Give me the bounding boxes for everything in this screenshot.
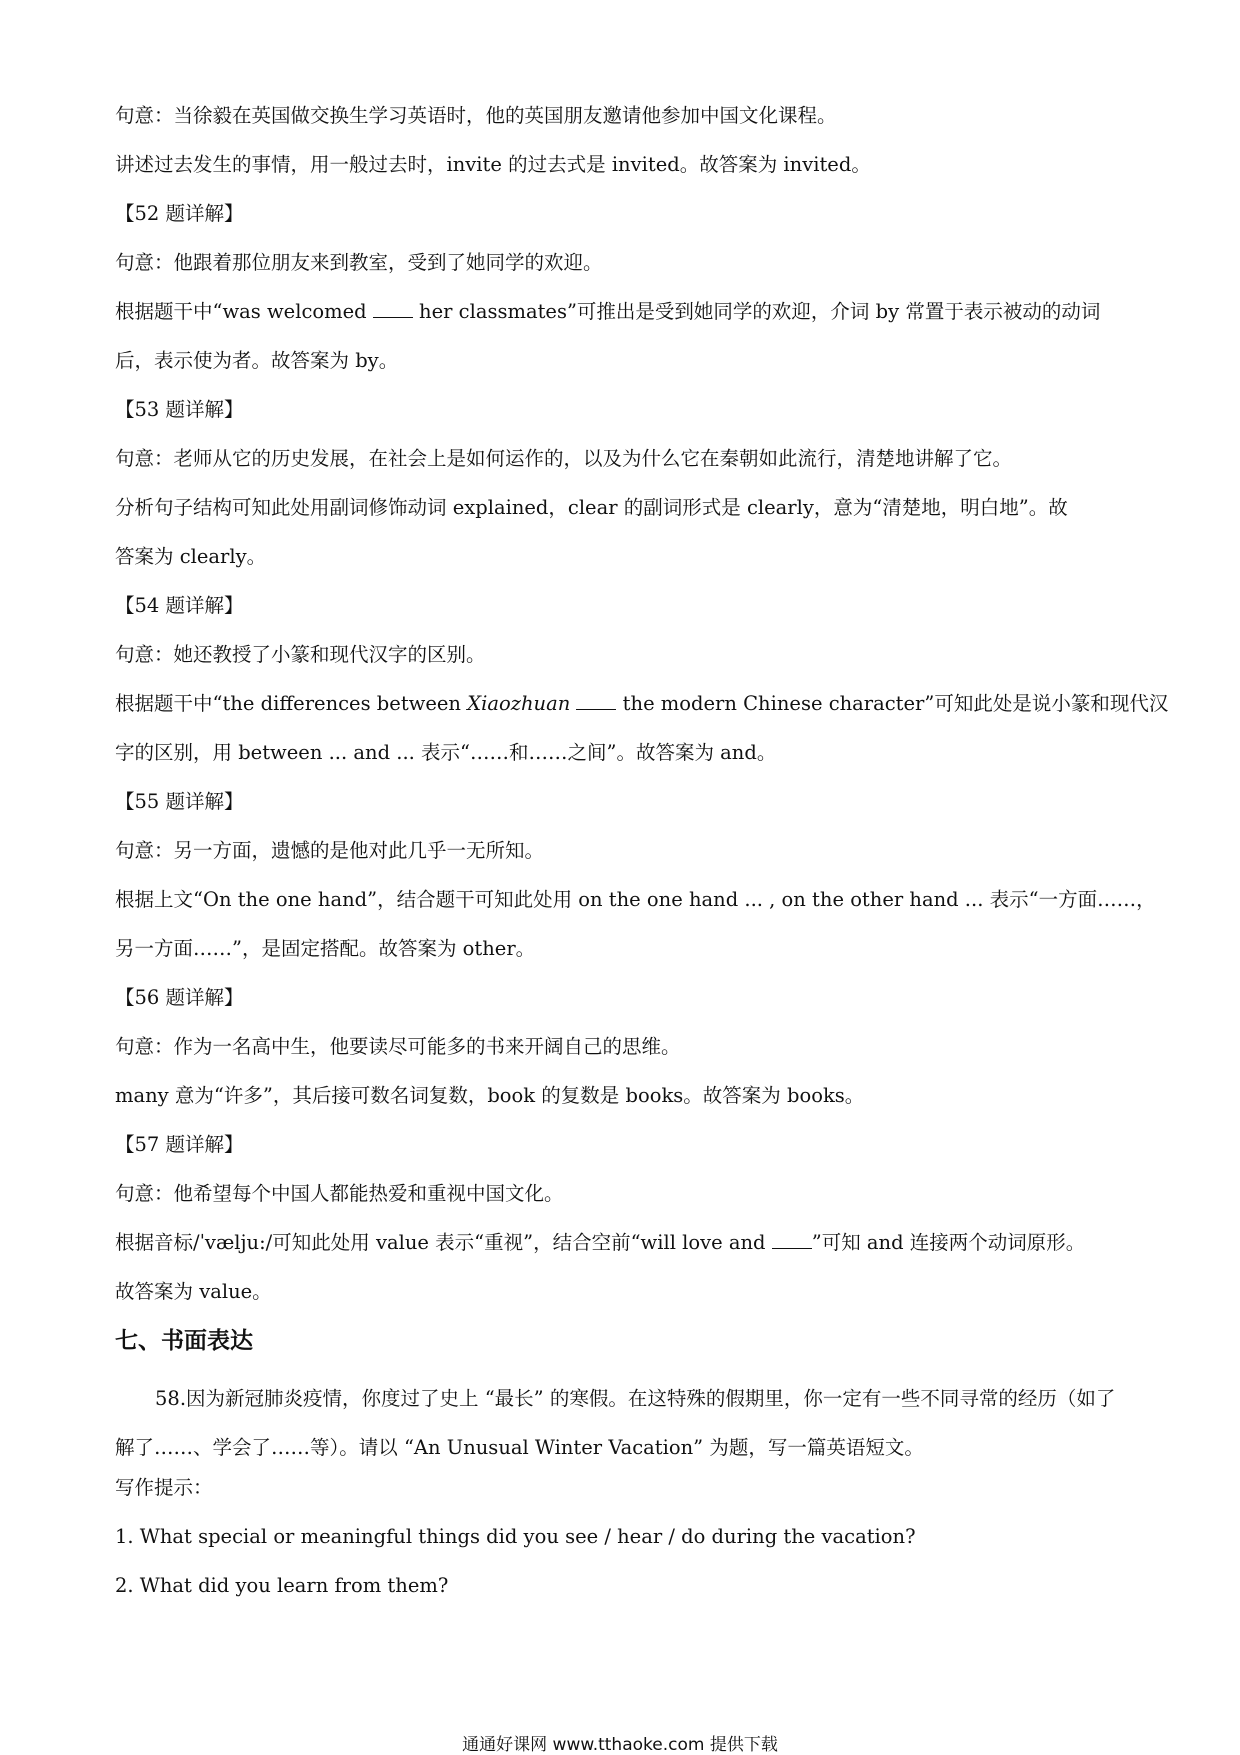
q53-title: 【53 题详解】 bbox=[115, 398, 244, 421]
answer-blank bbox=[576, 691, 616, 710]
q57-analysis-pre: 根据音标/ˈvælju:/可知此处用 value 表示“重视”，结合空前“will love and bbox=[115, 1231, 766, 1254]
q56-title: 【56 题详解】 bbox=[115, 986, 244, 1009]
q54-analysis-italic: Xiaozhuan bbox=[467, 692, 571, 715]
writing-tip-2: 2. What did you learn from them? bbox=[115, 1574, 449, 1597]
q52-analysis-line2: 后，表示使为者。故答案为 by。 bbox=[115, 349, 399, 372]
q53-analysis-line2: 答案为 clearly。 bbox=[115, 545, 267, 568]
q51-analysis: 讲述过去发生的事情，用一般过去时，invite 的过去式是 invited。故答案为 invited。 bbox=[115, 153, 871, 176]
section-heading: 七、书面表达 bbox=[115, 1327, 253, 1354]
q55-title: 【55 题详解】 bbox=[115, 790, 244, 813]
q57-analysis-line1 bbox=[115, 1230, 1130, 1256]
q52-analysis-post: her classmates”可推出是受到她同学的欢迎，介词 by 常置于表示被动的动词 bbox=[419, 300, 1101, 323]
q52-meaning: 句意：他跟着那位朋友来到教室，受到了她同学的欢迎。 bbox=[115, 251, 603, 274]
q56-meaning: 句意：作为一名高中生，他要读尽可能多的书来开阔自己的思维。 bbox=[115, 1035, 681, 1058]
q53-meaning: 句意：老师从它的历史发展，在社会上是如何运作的，以及为什么它在秦朝如此流行，清楚地讲解了它。 bbox=[115, 447, 1013, 470]
q52-title: 【52 题详解】 bbox=[115, 202, 244, 225]
answer-blank bbox=[772, 1230, 812, 1249]
q55-analysis-line1: 根据上文“On the one hand”，结合题干可知此处用 on the one hand ... , on the other hand ... 表示“一方面……， bbox=[115, 888, 1156, 911]
q57-analysis-post: ”可知 and 连接两个动词原形。 bbox=[811, 1231, 1086, 1254]
q57-meaning: 句意：他希望每个中国人都能热爱和重视中国文化。 bbox=[115, 1182, 564, 1205]
q54-title: 【54 题详解】 bbox=[115, 594, 244, 617]
q51-meaning: 句意：当徐毅在英国做交换生学习英语时，他的英国朋友邀请他参加中国文化课程。 bbox=[115, 104, 837, 127]
q54-analysis-line2: 字的区别，用 between ... and ... 表示“……和……之间”。故答案为 and。 bbox=[115, 741, 777, 764]
q52-analysis-line1 bbox=[115, 299, 1130, 325]
q57-title: 【57 题详解】 bbox=[115, 1133, 244, 1156]
q52-analysis-pre: 根据题干中“was welcomed bbox=[115, 300, 367, 323]
q54-analysis-post: the modern Chinese character”可知此处是说小篆和现代汉 bbox=[622, 692, 1169, 715]
q56-analysis: many 意为“许多”，其后接可数名词复数，book 的复数是 books。故答案为 books。 bbox=[115, 1084, 865, 1107]
answer-blank bbox=[373, 299, 413, 318]
footer-watermark: 通通好课网 www.tthaoke.com 提供下载 bbox=[462, 1735, 778, 1755]
writing-tip-1: 1. What special or meaningful things did you see / hear / do during the vacation? bbox=[115, 1525, 916, 1548]
q54-meaning: 句意：她还教授了小篆和现代汉字的区别。 bbox=[115, 643, 486, 666]
q54-analysis-line1 bbox=[115, 691, 1169, 717]
q57-analysis-line2: 故答案为 value。 bbox=[115, 1280, 272, 1303]
q55-analysis-line2: 另一方面……”，是固定搭配。故答案为 other。 bbox=[115, 937, 536, 960]
q53-analysis-line1: 分析句子结构可知此处用副词修饰动词 explained，clear 的副词形式是 clearly，意为“清楚地，明白地”。故 bbox=[115, 496, 1068, 519]
q54-analysis-pre: 根据题干中“the differences between bbox=[115, 692, 468, 715]
q55-meaning: 句意：另一方面，遗憾的是他对此几乎一无所知。 bbox=[115, 839, 545, 862]
writing-tips-label: 写作提示： bbox=[115, 1476, 213, 1499]
writing-prompt: 58.因为新冠肺炎疫情，你度过了史上 “最长” 的寒假。在这特殊的假期里，你一定有一些不同寻常的经历（如了解了……、学会了……等）。请以 “An Unusual Winter Vacation” 为题，写一篇英语短文。 bbox=[115, 1387, 1116, 1459]
